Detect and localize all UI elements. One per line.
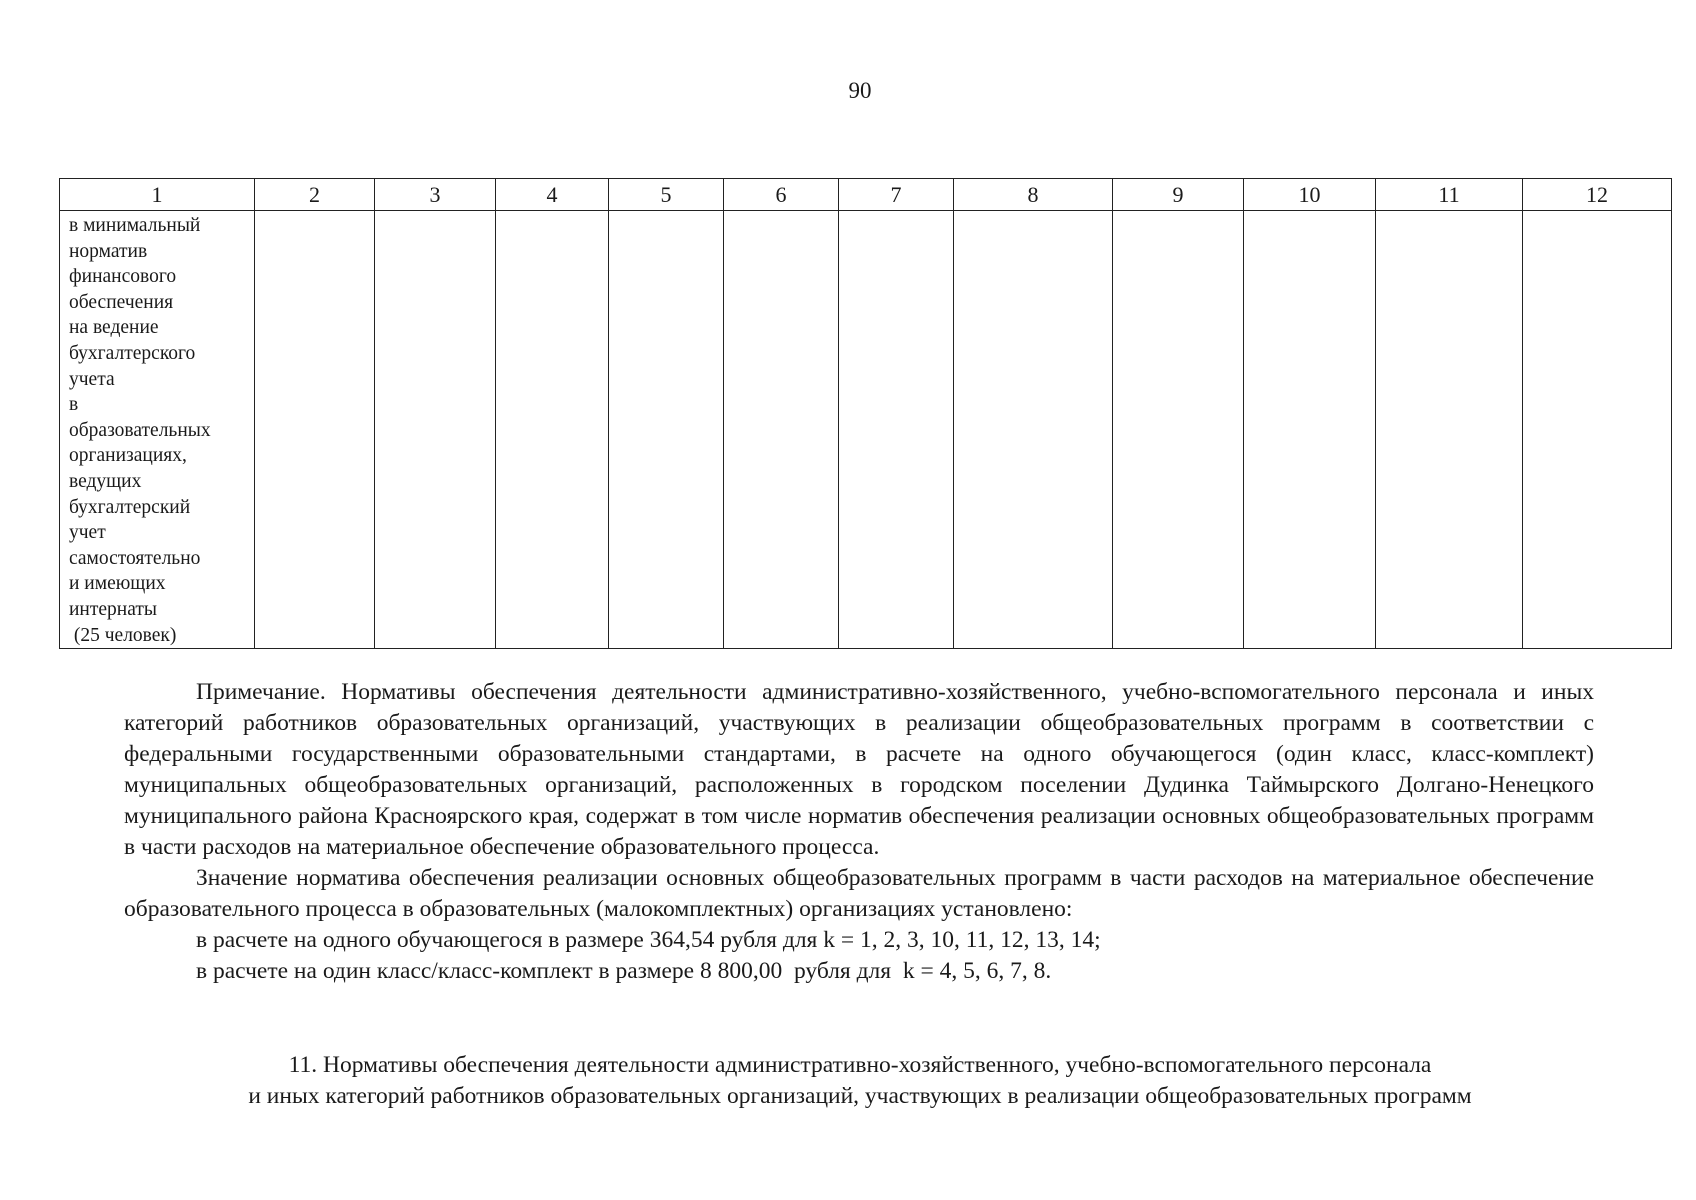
per-class-rate: в расчете на один класс/класс-комплект в размере 8 800,00 рубля для k = 4, 5, 6, 7, 8. bbox=[196, 958, 1052, 984]
table-cell bbox=[1523, 211, 1672, 649]
column-header: 3 bbox=[375, 179, 496, 211]
cell-text-line: самостоятельно bbox=[69, 547, 201, 569]
table-cell bbox=[496, 211, 609, 649]
cell-text-line: учета bbox=[69, 368, 115, 390]
table-cell bbox=[954, 211, 1113, 649]
column-header: 4 bbox=[496, 179, 609, 211]
table-cell bbox=[609, 211, 724, 649]
cell-text-line: интернаты bbox=[69, 598, 158, 620]
table-cell bbox=[839, 211, 954, 649]
row-description-cell bbox=[60, 211, 255, 649]
norm-value-paragraph: Значение норматива обеспечения реализации основных общеобразовательных программ в части расходов на материальное обеспечение образовательного процесса в образовательных (малокомплектных) организациях установлено: bbox=[124, 865, 1594, 922]
table-cell bbox=[1244, 211, 1376, 649]
column-header: 5 bbox=[609, 179, 724, 211]
table-cell bbox=[724, 211, 839, 649]
table-cell bbox=[1113, 211, 1244, 649]
column-header: 12 bbox=[1523, 179, 1672, 211]
cell-text-line: в минимальный bbox=[69, 215, 201, 236]
section-heading bbox=[60, 1050, 1660, 1112]
column-header: 6 bbox=[724, 179, 839, 211]
cell-text-line: норматив bbox=[69, 240, 148, 262]
cell-text-line: (25 человек) bbox=[69, 624, 177, 646]
norms-table bbox=[59, 178, 1672, 649]
column-header: 9 bbox=[1113, 179, 1244, 211]
cell-text-line: бухгалтерский bbox=[69, 496, 191, 518]
cell-text-line: ведущих bbox=[69, 470, 142, 492]
cell-text-line: финансового bbox=[69, 266, 177, 288]
table-cell bbox=[1376, 211, 1523, 649]
cell-text-line: организациях, bbox=[69, 445, 187, 467]
cell-text-line: и имеющих bbox=[69, 573, 166, 595]
cell-text-line: обеспечения bbox=[69, 291, 174, 313]
cell-text-line: образовательных bbox=[69, 419, 211, 441]
table-cell bbox=[255, 211, 375, 649]
note-paragraph: Примечание. Нормативы обеспечения деятельности административно-хозяйственного, учебно-вспомогательного персонала и иных категорий работников образовательных организаций, участвующих в реализации общеобразовательных программ в соответствии с федеральными государственными образовательными стандартами, в расчете на одного обучающегося (один класс, класс-комплект) муниципальных общеобразовательных организаций, расположенных в городском поселении Дудинка Таймырского Долгано-Ненецкого муниципального района Красноярского края, содержат в том числе норматив обеспечения реализации основных общеобразовательных программ в части расходов на материальное обеспечение образовательного процесса. bbox=[124, 679, 1594, 860]
column-header: 8 bbox=[954, 179, 1113, 211]
cell-text-line: учет bbox=[69, 522, 106, 544]
column-header: 2 bbox=[255, 179, 375, 211]
section-heading-line: и иных категорий работников образовательных организаций, участвующих в реализации общеобразовательных программ bbox=[248, 1083, 1472, 1109]
norms-table-container bbox=[59, 178, 1656, 649]
cell-text-line: в bbox=[69, 394, 79, 416]
cell-text-line: на ведение bbox=[69, 317, 159, 339]
table-cell bbox=[375, 211, 496, 649]
cell-text-line: бухгалтерского bbox=[69, 342, 196, 364]
per-student-rate: в расчете на одного обучающегося в размере 364,54 рубля для k = 1, 2, 3, 10, 11, 12, 13, 14; bbox=[196, 927, 1101, 953]
table-header-row bbox=[60, 179, 1672, 211]
section-heading-line: 11. Нормативы обеспечения деятельности административно-хозяйственного, учебно-вспомогательного персонала bbox=[288, 1052, 1432, 1078]
column-header: 10 bbox=[1244, 179, 1376, 211]
note-block bbox=[124, 677, 1594, 987]
column-header: 11 bbox=[1376, 179, 1523, 211]
column-header: 7 bbox=[839, 179, 954, 211]
page-number: 90 bbox=[848, 78, 872, 103]
column-header: 1 bbox=[60, 179, 255, 211]
table-row bbox=[60, 211, 1672, 649]
